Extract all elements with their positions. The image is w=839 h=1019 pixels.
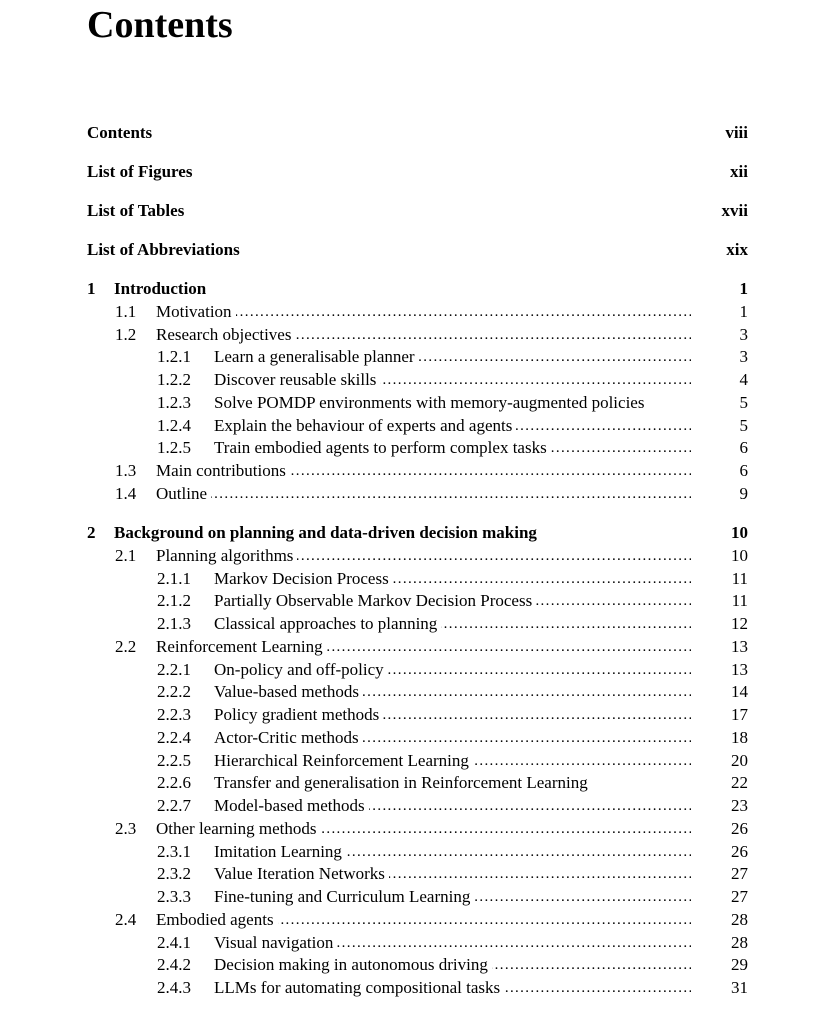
entry-title-with-leader [214,932,691,954]
toc-subsection-entry[interactable] [0,590,748,612]
entry-title-with-leader [214,346,691,368]
entry-title-with-leader [214,954,691,976]
entry-page-number: 6 [739,438,748,457]
toc-section-entry[interactable] [0,324,748,346]
entry-page-number: 26 [731,842,748,861]
entry-page-number: xix [726,240,748,259]
page-title: Contents [87,4,233,46]
entry-page-number: 3 [739,325,748,344]
entry-title-with-leader [214,750,691,772]
entry-title: Train embodied agents to perform complex tasks [214,438,551,457]
entry-title: Value Iteration Networks [214,864,389,883]
entry-page-number: 28 [731,910,748,929]
entry-title: Decision making in autonomous driving [214,955,492,974]
toc-chapter-entry[interactable] [87,522,748,544]
entry-page-number: 1 [739,302,748,321]
entry-number: 2.2.7 [157,796,191,815]
entry-page-number: 17 [731,705,748,724]
toc-subsection-entry[interactable] [0,977,748,999]
entry-number: 1.2 [115,325,137,344]
entry-page-number: 6 [739,461,748,480]
chapter-title: Introduction [114,279,207,298]
entry-number: 2.4.1 [157,933,191,952]
entry-title: Model-based methods [214,796,369,815]
entry-number: 2.4.2 [157,955,191,974]
entry-page-number: 29 [731,955,748,974]
entry-title: Imitation Learning [214,842,346,861]
entry-title-with-leader [214,863,691,885]
entry-title-with-leader [156,636,691,658]
entry-title: List of Abbreviations [87,240,240,259]
toc-subsection-entry[interactable] [0,613,748,635]
entry-page-number: 28 [731,933,748,952]
toc-subsection-entry[interactable] [0,841,748,863]
entry-number: 2.3.3 [157,887,191,906]
entry-title-with-leader [156,301,691,323]
entry-title-with-leader [214,437,691,459]
toc-section-entry[interactable] [0,301,748,323]
toc-frontmatter-entry[interactable] [87,122,748,144]
entry-number: 2.2.1 [157,660,191,679]
toc-subsection-entry[interactable] [0,704,748,726]
toc-section-entry[interactable] [0,545,748,567]
entry-title: Value-based methods [214,682,363,701]
entry-title: Contents [87,123,153,142]
entry-title-with-leader [156,460,691,482]
entry-title: Discover reusable skills [214,370,380,389]
entry-title: Motivation [156,302,236,321]
entry-number: 2.2.6 [157,773,191,792]
entry-page-number: 5 [739,416,748,435]
entry-title: Other learning methods [156,819,321,838]
entry-title-with-leader [214,369,691,391]
entry-number: 1.2.5 [157,438,191,457]
entry-title: Policy gradient methods [214,705,383,724]
entry-title: Reinforcement Learning [156,637,327,656]
entry-page-number: xii [730,162,748,181]
toc-section-entry[interactable] [0,460,748,482]
entry-page-number: xvii [721,201,748,220]
entry-title-with-leader [214,415,691,437]
entry-number: 1.4 [115,484,137,503]
entry-number: 1.2.4 [157,416,191,435]
toc-subsection-entry[interactable] [0,681,748,703]
toc-subsection-entry[interactable] [0,568,748,590]
entry-title: Actor-Critic methods [214,728,363,747]
entry-title: Learn a generalisable planner [214,347,419,366]
entry-title-with-leader [214,590,691,612]
entry-title: Solve POMDP environments with memory-augmented policies [214,393,648,412]
entry-title-with-leader [214,977,691,999]
toc-subsection-entry[interactable] [0,795,748,817]
entry-number: 2.4.3 [157,978,191,997]
entry-title-with-leader [214,772,691,794]
entry-page-number: 9 [739,484,748,503]
entry-number: 2.1.3 [157,614,191,633]
toc-subsection-entry[interactable] [0,954,748,976]
entry-title: Classical approaches to planning [214,614,441,633]
entry-number: 2.2.4 [157,728,191,747]
entry-page-number: 5 [739,393,748,412]
entry-title-with-leader [156,818,691,840]
entry-number: 2.1.2 [157,591,191,610]
entry-title: Embodied agents [156,910,278,929]
entry-title-with-leader [214,659,691,681]
entry-title: Planning algorithms [156,546,297,565]
entry-number: 1.1 [115,302,137,321]
entry-page-number: 26 [731,819,748,838]
entry-number: 2.3 [115,819,137,838]
chapter-number: 2 [87,523,96,542]
toc-frontmatter-entry[interactable] [87,239,748,261]
entry-title-with-leader [214,727,691,749]
toc-frontmatter-entry[interactable] [87,161,748,183]
entry-title-with-leader [156,545,691,567]
entry-title: On-policy and off-policy [214,660,388,679]
entry-title: Hierarchical Reinforcement Learning [214,751,473,770]
toc-subsection-entry[interactable] [0,415,748,437]
entry-title-with-leader [156,909,691,931]
entry-page-number: 22 [731,773,748,792]
entry-page-number: 20 [731,751,748,770]
entry-number: 2.4 [115,910,137,929]
entry-title: Research objectives [156,325,295,344]
toc-subsection-entry[interactable] [0,727,748,749]
entry-page-number: 11 [731,591,748,610]
entry-number: 2.1.1 [157,569,191,588]
entry-title: List of Tables [87,201,185,220]
entry-number: 2.2.5 [157,751,191,770]
entry-title: Markov Decision Process [214,569,393,588]
entry-page-number: 4 [739,370,748,389]
entry-number: 2.3.2 [157,864,191,883]
entry-title: Outline [156,484,211,503]
entry-page-number: 18 [731,728,748,747]
toc-section-entry[interactable] [0,909,748,931]
toc-section-entry[interactable] [0,483,748,505]
toc-subsection-entry[interactable] [0,750,748,772]
entry-number: 2.1 [115,546,137,565]
entry-title-with-leader [214,568,691,590]
entry-number: 2.2.3 [157,705,191,724]
entry-title: LLMs for automating compositional tasks [214,978,504,997]
entry-title: List of Figures [87,162,193,181]
entry-number: 2.3.1 [157,842,191,861]
entry-number: 1.2.1 [157,347,191,366]
toc-subsection-entry[interactable] [0,369,748,391]
toc-chapter-entry[interactable] [87,278,748,300]
entry-number: 1.2.3 [157,393,191,412]
entry-page-number: 23 [731,796,748,815]
toc-subsection-entry[interactable] [0,346,748,368]
entry-title: Main contributions [156,461,290,480]
entry-page-number: 3 [739,347,748,366]
entry-title-with-leader [214,795,691,817]
toc-subsection-entry[interactable] [0,392,748,414]
entry-number: 2.2.2 [157,682,191,701]
chapter-number: 1 [87,279,96,298]
toc-subsection-entry[interactable] [0,863,748,885]
entry-number: 1.2.2 [157,370,191,389]
entry-page-number: 10 [731,523,748,542]
entry-page-number: 27 [731,887,748,906]
toc-section-entry[interactable] [0,818,748,840]
entry-title: Transfer and generalisation in Reinforcement Learning [214,773,592,792]
entry-title-with-leader [156,324,691,346]
toc-subsection-entry[interactable] [0,772,748,794]
entry-number: 1.3 [115,461,137,480]
toc-frontmatter-entry[interactable] [87,200,748,222]
toc-subsection-entry[interactable] [0,886,748,908]
entry-page-number: 10 [731,546,748,565]
entry-page-number: 27 [731,864,748,883]
toc-subsection-entry[interactable] [0,437,748,459]
entry-title-with-leader [214,392,691,414]
entry-title: Fine-tuning and Curriculum Learning [214,887,474,906]
entry-title-with-leader [214,613,691,635]
entry-title-with-leader [214,886,691,908]
entry-page-number: 31 [731,978,748,997]
entry-title-with-leader [214,704,691,726]
entry-title-with-leader [214,841,691,863]
entry-page-number: 13 [731,660,748,679]
entry-title: Partially Observable Markov Decision Process [214,591,536,610]
entry-title-with-leader [156,483,691,505]
toc-subsection-entry[interactable] [0,932,748,954]
entry-title-with-leader [214,681,691,703]
entry-page-number: 11 [731,569,748,588]
toc-subsection-entry[interactable] [0,659,748,681]
entry-number: 2.2 [115,637,137,656]
entry-page-number: viii [725,123,748,142]
entry-page-number: 12 [731,614,748,633]
entry-title: Visual navigation [214,933,337,952]
entry-page-number: 13 [731,637,748,656]
entry-page-number: 14 [731,682,748,701]
entry-page-number: 1 [739,279,748,298]
toc-section-entry[interactable] [0,636,748,658]
entry-title: Explain the behaviour of experts and agents [214,416,516,435]
chapter-title: Background on planning and data-driven decision making [114,523,537,542]
